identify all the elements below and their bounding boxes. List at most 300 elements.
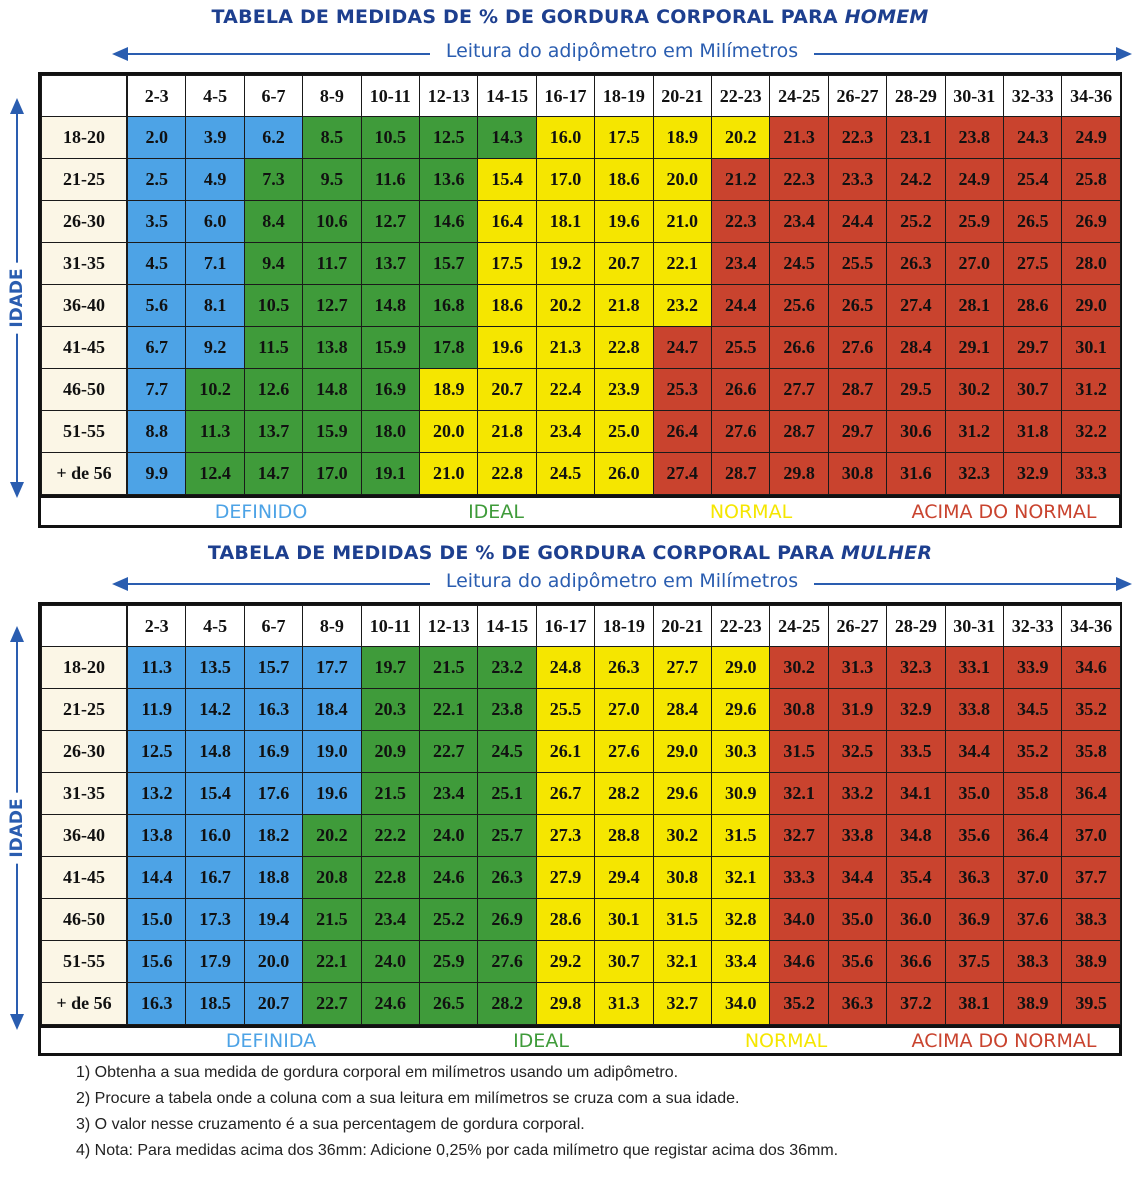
age-label: 21-25 <box>41 158 127 201</box>
value-cell: 20.0 <box>419 410 478 453</box>
value-cell: 28.1 <box>945 284 1004 327</box>
value-cell: 25.2 <box>886 200 945 243</box>
value-cell: 31.5 <box>653 898 712 941</box>
value-cell: 21.5 <box>419 646 478 689</box>
value-cell: 10.2 <box>185 368 244 411</box>
value-cell: 16.9 <box>244 730 303 773</box>
value-cell: 29.6 <box>711 688 770 731</box>
value-cell: 13.8 <box>302 326 361 369</box>
women-age-axis <box>0 626 34 1030</box>
value-cell: 30.6 <box>886 410 945 453</box>
value-cell: 23.2 <box>477 646 536 689</box>
value-cell: 19.0 <box>302 730 361 773</box>
value-cell: 19.6 <box>302 772 361 815</box>
value-cell: 32.1 <box>711 856 770 899</box>
value-cell: 21.0 <box>419 452 478 495</box>
value-cell: 24.9 <box>1061 116 1120 159</box>
value-cell: 25.5 <box>711 326 770 369</box>
value-cell: 7.3 <box>244 158 303 201</box>
value-cell: 10.5 <box>361 116 420 159</box>
value-cell: 20.0 <box>244 940 303 983</box>
value-cell: 35.8 <box>1061 730 1120 773</box>
value-cell: 8.5 <box>302 116 361 159</box>
value-cell: 28.0 <box>1061 242 1120 285</box>
value-cell: 9.5 <box>302 158 361 201</box>
value-cell: 18.1 <box>536 200 595 243</box>
value-cell: 36.4 <box>1003 814 1062 857</box>
men-category-acima: ACIMA DO NORMAL <box>911 500 1097 523</box>
value-cell: 20.2 <box>302 814 361 857</box>
value-cell: 21.3 <box>536 326 595 369</box>
value-cell: 6.2 <box>244 116 303 159</box>
value-cell: 24.6 <box>419 856 478 899</box>
age-label: 31-35 <box>41 242 127 285</box>
column-header: 20-21 <box>653 75 712 117</box>
value-cell: 36.3 <box>945 856 1004 899</box>
age-label: 41-45 <box>41 856 127 899</box>
value-cell: 17.6 <box>244 772 303 815</box>
value-cell: 34.8 <box>886 814 945 857</box>
instruction-item: 1) Obtenha a sua medida de gordura corporal em milímetros usando um adipômetro. <box>76 1064 679 1081</box>
value-cell: 30.9 <box>711 772 770 815</box>
value-cell: 33.3 <box>769 856 828 899</box>
header-corner <box>41 605 127 647</box>
value-cell: 24.5 <box>536 452 595 495</box>
value-cell: 27.3 <box>536 814 595 857</box>
men-category-legend <box>41 495 1119 525</box>
value-cell: 12.4 <box>185 452 244 495</box>
value-cell: 30.3 <box>711 730 770 773</box>
value-cell: 10.6 <box>302 200 361 243</box>
column-header: 24-25 <box>769 75 828 117</box>
value-cell: 30.8 <box>828 452 887 495</box>
value-cell: 26.0 <box>594 452 653 495</box>
age-label: 21-25 <box>41 688 127 731</box>
column-header: 18-19 <box>594 605 653 647</box>
value-cell: 25.6 <box>769 284 828 327</box>
value-cell: 20.3 <box>361 688 420 731</box>
value-cell: 35.0 <box>828 898 887 941</box>
value-cell: 11.3 <box>185 410 244 453</box>
column-header: 14-15 <box>477 605 536 647</box>
column-header: 20-21 <box>653 605 712 647</box>
column-header: 28-29 <box>886 605 945 647</box>
value-cell: 33.4 <box>711 940 770 983</box>
value-cell: 22.1 <box>653 242 712 285</box>
value-cell: 11.6 <box>361 158 420 201</box>
value-cell: 24.3 <box>1003 116 1062 159</box>
value-cell: 22.7 <box>419 730 478 773</box>
value-cell: 11.3 <box>127 646 186 689</box>
value-cell: 25.8 <box>1061 158 1120 201</box>
value-cell: 37.2 <box>886 982 945 1025</box>
value-cell: 30.1 <box>1061 326 1120 369</box>
value-cell: 15.4 <box>477 158 536 201</box>
value-cell: 18.5 <box>185 982 244 1025</box>
value-cell: 12.7 <box>302 284 361 327</box>
value-cell: 35.8 <box>1003 772 1062 815</box>
value-cell: 14.7 <box>244 452 303 495</box>
value-cell: 8.1 <box>185 284 244 327</box>
value-cell: 11.7 <box>302 242 361 285</box>
age-label: 41-45 <box>41 326 127 369</box>
value-cell: 27.4 <box>653 452 712 495</box>
value-cell: 31.5 <box>711 814 770 857</box>
women-title-gender: MULHER <box>841 542 933 564</box>
column-header: 12-13 <box>419 605 478 647</box>
value-cell: 11.5 <box>244 326 303 369</box>
column-header: 6-7 <box>244 605 303 647</box>
value-cell: 14.3 <box>477 116 536 159</box>
value-cell: 31.2 <box>1061 368 1120 411</box>
value-cell: 35.2 <box>1061 688 1120 731</box>
value-cell: 12.6 <box>244 368 303 411</box>
value-cell: 35.4 <box>886 856 945 899</box>
value-cell: 25.9 <box>945 200 1004 243</box>
value-cell: 16.0 <box>185 814 244 857</box>
value-cell: 23.4 <box>769 200 828 243</box>
value-cell: 24.5 <box>477 730 536 773</box>
age-label: 51-55 <box>41 410 127 453</box>
value-cell: 28.6 <box>1003 284 1062 327</box>
age-label: 36-40 <box>41 284 127 327</box>
value-cell: 15.9 <box>361 326 420 369</box>
value-cell: 26.4 <box>653 410 712 453</box>
value-cell: 6.0 <box>185 200 244 243</box>
value-cell: 18.9 <box>653 116 712 159</box>
value-cell: 26.3 <box>594 646 653 689</box>
value-cell: 20.7 <box>244 982 303 1025</box>
value-cell: 13.2 <box>127 772 186 815</box>
value-cell: 9.4 <box>244 242 303 285</box>
value-cell: 20.0 <box>653 158 712 201</box>
column-header: 34-36 <box>1061 605 1120 647</box>
value-cell: 9.9 <box>127 452 186 495</box>
women-reading-label: Leitura do adipômetro em Milímetros <box>430 570 814 592</box>
column-header: 4-5 <box>185 605 244 647</box>
value-cell: 25.7 <box>477 814 536 857</box>
value-cell: 34.6 <box>1061 646 1120 689</box>
value-cell: 22.7 <box>302 982 361 1025</box>
column-header: 14-15 <box>477 75 536 117</box>
value-cell: 13.5 <box>185 646 244 689</box>
value-cell: 23.3 <box>828 158 887 201</box>
age-label: + de 56 <box>41 982 127 1025</box>
value-cell: 22.3 <box>769 158 828 201</box>
value-cell: 36.9 <box>945 898 1004 941</box>
value-cell: 27.6 <box>711 410 770 453</box>
value-cell: 28.4 <box>886 326 945 369</box>
women-category-definida: DEFINIDA <box>225 1029 317 1052</box>
value-cell: 17.5 <box>594 116 653 159</box>
value-cell: 24.5 <box>769 242 828 285</box>
value-cell: 27.7 <box>769 368 828 411</box>
value-cell: 15.7 <box>419 242 478 285</box>
instruction-item: 4) Nota: Para medidas acima dos 36mm: Adicione 0,25% por cada milímetro que registar acima dos 36mm. <box>76 1142 839 1159</box>
value-cell: 33.2 <box>828 772 887 815</box>
value-cell: 29.1 <box>945 326 1004 369</box>
value-cell: 28.2 <box>594 772 653 815</box>
value-cell: 16.0 <box>536 116 595 159</box>
column-header: 18-19 <box>594 75 653 117</box>
value-cell: 25.5 <box>536 688 595 731</box>
column-header: 6-7 <box>244 75 303 117</box>
column-header: 26-27 <box>828 605 887 647</box>
value-cell: 33.8 <box>945 688 1004 731</box>
value-cell: 12.5 <box>127 730 186 773</box>
value-cell: 31.5 <box>769 730 828 773</box>
value-cell: 21.5 <box>302 898 361 941</box>
value-cell: 26.5 <box>828 284 887 327</box>
age-label: 46-50 <box>41 368 127 411</box>
value-cell: 22.8 <box>361 856 420 899</box>
column-header: 10-11 <box>361 75 420 117</box>
value-cell: 23.2 <box>653 284 712 327</box>
value-cell: 17.0 <box>302 452 361 495</box>
arrow-down-icon <box>10 482 24 498</box>
value-cell: 28.6 <box>536 898 595 941</box>
value-cell: 19.4 <box>244 898 303 941</box>
value-cell: 18.2 <box>244 814 303 857</box>
value-cell: 25.0 <box>594 410 653 453</box>
value-cell: 16.9 <box>361 368 420 411</box>
value-cell: 23.8 <box>477 688 536 731</box>
value-cell: 19.6 <box>477 326 536 369</box>
value-cell: 24.6 <box>361 982 420 1025</box>
value-cell: 30.8 <box>653 856 712 899</box>
value-cell: 17.7 <box>302 646 361 689</box>
value-cell: 17.5 <box>477 242 536 285</box>
age-label: 31-35 <box>41 772 127 815</box>
value-cell: 29.7 <box>828 410 887 453</box>
value-cell: 13.7 <box>361 242 420 285</box>
value-cell: 19.6 <box>594 200 653 243</box>
value-cell: 16.4 <box>477 200 536 243</box>
value-cell: 23.4 <box>536 410 595 453</box>
value-cell: 20.7 <box>594 242 653 285</box>
instructions <box>76 1060 1126 1164</box>
value-cell: 31.6 <box>886 452 945 495</box>
value-cell: 22.8 <box>594 326 653 369</box>
value-cell: 17.8 <box>419 326 478 369</box>
value-cell: 14.6 <box>419 200 478 243</box>
value-cell: 17.0 <box>536 158 595 201</box>
value-cell: 38.9 <box>1003 982 1062 1025</box>
value-cell: 30.1 <box>594 898 653 941</box>
age-label: 51-55 <box>41 940 127 983</box>
value-cell: 24.4 <box>711 284 770 327</box>
column-header: 26-27 <box>828 75 887 117</box>
value-cell: 4.9 <box>185 158 244 201</box>
value-cell: 21.3 <box>769 116 828 159</box>
value-cell: 22.4 <box>536 368 595 411</box>
value-cell: 25.9 <box>419 940 478 983</box>
men-category-normal: NORMAL <box>709 500 793 523</box>
value-cell: 18.0 <box>361 410 420 453</box>
women-table-title: TABELA DE MEDIDAS DE % DE GORDURA CORPORAL PARA MULHER <box>207 542 933 564</box>
value-cell: 18.6 <box>477 284 536 327</box>
women-category-ideal: IDEAL <box>513 1029 569 1052</box>
value-cell: 15.6 <box>127 940 186 983</box>
value-cell: 35.6 <box>828 940 887 983</box>
value-cell: 17.9 <box>185 940 244 983</box>
value-cell: 31.2 <box>945 410 1004 453</box>
value-cell: 23.8 <box>945 116 1004 159</box>
value-cell: 17.3 <box>185 898 244 941</box>
value-cell: 28.8 <box>594 814 653 857</box>
value-cell: 37.0 <box>1061 814 1120 857</box>
column-header: 32-33 <box>1003 75 1062 117</box>
value-cell: 21.8 <box>594 284 653 327</box>
value-cell: 38.3 <box>1061 898 1120 941</box>
value-cell: 22.8 <box>477 452 536 495</box>
value-cell: 32.9 <box>886 688 945 731</box>
value-cell: 34.0 <box>769 898 828 941</box>
column-header: 22-23 <box>711 75 770 117</box>
value-cell: 26.9 <box>1061 200 1120 243</box>
value-cell: 32.7 <box>653 982 712 1025</box>
value-cell: 25.4 <box>1003 158 1062 201</box>
value-cell: 26.3 <box>886 242 945 285</box>
value-cell: 21.5 <box>361 772 420 815</box>
value-cell: 29.0 <box>1061 284 1120 327</box>
value-cell: 37.5 <box>945 940 1004 983</box>
value-cell: 30.2 <box>945 368 1004 411</box>
value-cell: 30.8 <box>769 688 828 731</box>
value-cell: 37.0 <box>1003 856 1062 899</box>
value-cell: 7.1 <box>185 242 244 285</box>
column-header: 24-25 <box>769 605 828 647</box>
value-cell: 34.1 <box>886 772 945 815</box>
column-header: 22-23 <box>711 605 770 647</box>
value-cell: 37.6 <box>1003 898 1062 941</box>
value-cell: 30.7 <box>594 940 653 983</box>
value-cell: 36.4 <box>1061 772 1120 815</box>
value-cell: 18.8 <box>244 856 303 899</box>
value-cell: 26.6 <box>711 368 770 411</box>
age-label: 18-20 <box>41 116 127 159</box>
value-cell: 23.4 <box>361 898 420 941</box>
value-cell: 16.8 <box>419 284 478 327</box>
value-cell: 21.2 <box>711 158 770 201</box>
value-cell: 31.3 <box>594 982 653 1025</box>
value-cell: 20.7 <box>477 368 536 411</box>
value-cell: 27.7 <box>653 646 712 689</box>
value-cell: 38.1 <box>945 982 1004 1025</box>
arrow-down-icon <box>10 1014 24 1030</box>
value-cell: 14.8 <box>361 284 420 327</box>
value-cell: 24.2 <box>886 158 945 201</box>
value-cell: 31.3 <box>828 646 887 689</box>
value-cell: 7.7 <box>127 368 186 411</box>
women-reading-arrow <box>112 570 1132 598</box>
value-cell: 29.4 <box>594 856 653 899</box>
value-cell: 20.2 <box>536 284 595 327</box>
value-cell: 20.9 <box>361 730 420 773</box>
value-cell: 34.4 <box>828 856 887 899</box>
value-cell: 29.0 <box>711 646 770 689</box>
value-cell: 24.8 <box>536 646 595 689</box>
value-cell: 39.5 <box>1061 982 1120 1025</box>
value-cell: 15.4 <box>185 772 244 815</box>
value-cell: 32.9 <box>1003 452 1062 495</box>
value-cell: 3.9 <box>185 116 244 159</box>
value-cell: 2.5 <box>127 158 186 201</box>
value-cell: 36.0 <box>886 898 945 941</box>
value-cell: 36.3 <box>828 982 887 1025</box>
value-cell: 2.0 <box>127 116 186 159</box>
column-header: 28-29 <box>886 75 945 117</box>
age-label: 26-30 <box>41 200 127 243</box>
value-cell: 14.8 <box>185 730 244 773</box>
column-header: 2-3 <box>127 605 186 647</box>
men-body-fat-table <box>38 72 1122 528</box>
age-label: 46-50 <box>41 898 127 941</box>
column-header: 16-17 <box>536 75 595 117</box>
value-cell: 36.6 <box>886 940 945 983</box>
men-age-axis-label: IDADE <box>7 262 27 333</box>
value-cell: 23.9 <box>594 368 653 411</box>
men-title-gender: HOMEM <box>844 6 929 28</box>
value-cell: 3.5 <box>127 200 186 243</box>
value-cell: 29.5 <box>886 368 945 411</box>
value-cell: 27.6 <box>828 326 887 369</box>
value-cell: 32.1 <box>769 772 828 815</box>
value-cell: 32.7 <box>769 814 828 857</box>
value-cell: 27.6 <box>594 730 653 773</box>
value-cell: 27.6 <box>477 940 536 983</box>
men-reading-label: Leitura do adipômetro em Milímetros <box>430 40 814 62</box>
value-cell: 25.2 <box>419 898 478 941</box>
value-cell: 25.3 <box>653 368 712 411</box>
column-header: 30-31 <box>945 75 1004 117</box>
value-cell: 32.3 <box>945 452 1004 495</box>
value-cell: 20.2 <box>711 116 770 159</box>
value-cell: 8.4 <box>244 200 303 243</box>
men-reading-arrow <box>112 40 1132 68</box>
women-category-acima: ACIMA DO NORMAL <box>911 1029 1097 1052</box>
value-cell: 38.9 <box>1061 940 1120 983</box>
value-cell: 19.2 <box>536 242 595 285</box>
value-cell: 28.2 <box>477 982 536 1025</box>
value-cell: 22.3 <box>711 200 770 243</box>
value-cell: 27.5 <box>1003 242 1062 285</box>
value-cell: 35.6 <box>945 814 1004 857</box>
column-header: 4-5 <box>185 75 244 117</box>
value-cell: 34.4 <box>945 730 1004 773</box>
value-cell: 9.2 <box>185 326 244 369</box>
value-cell: 33.3 <box>1061 452 1120 495</box>
value-cell: 32.2 <box>1061 410 1120 453</box>
value-cell: 29.2 <box>536 940 595 983</box>
value-cell: 32.1 <box>653 940 712 983</box>
value-cell: 24.0 <box>361 940 420 983</box>
value-cell: 26.7 <box>536 772 595 815</box>
age-label: 18-20 <box>41 646 127 689</box>
value-cell: 31.8 <box>1003 410 1062 453</box>
men-table-title: TABELA DE MEDIDAS DE % DE GORDURA CORPORAL PARA HOMEM <box>211 6 929 28</box>
value-cell: 21.0 <box>653 200 712 243</box>
value-cell: 29.8 <box>769 452 828 495</box>
value-cell: 19.7 <box>361 646 420 689</box>
value-cell: 5.6 <box>127 284 186 327</box>
women-body-fat-table <box>38 602 1122 1056</box>
value-cell: 32.5 <box>828 730 887 773</box>
women-age-axis-label: IDADE <box>7 792 27 863</box>
value-cell: 34.0 <box>711 982 770 1025</box>
value-cell: 22.1 <box>302 940 361 983</box>
value-cell: 30.2 <box>653 814 712 857</box>
